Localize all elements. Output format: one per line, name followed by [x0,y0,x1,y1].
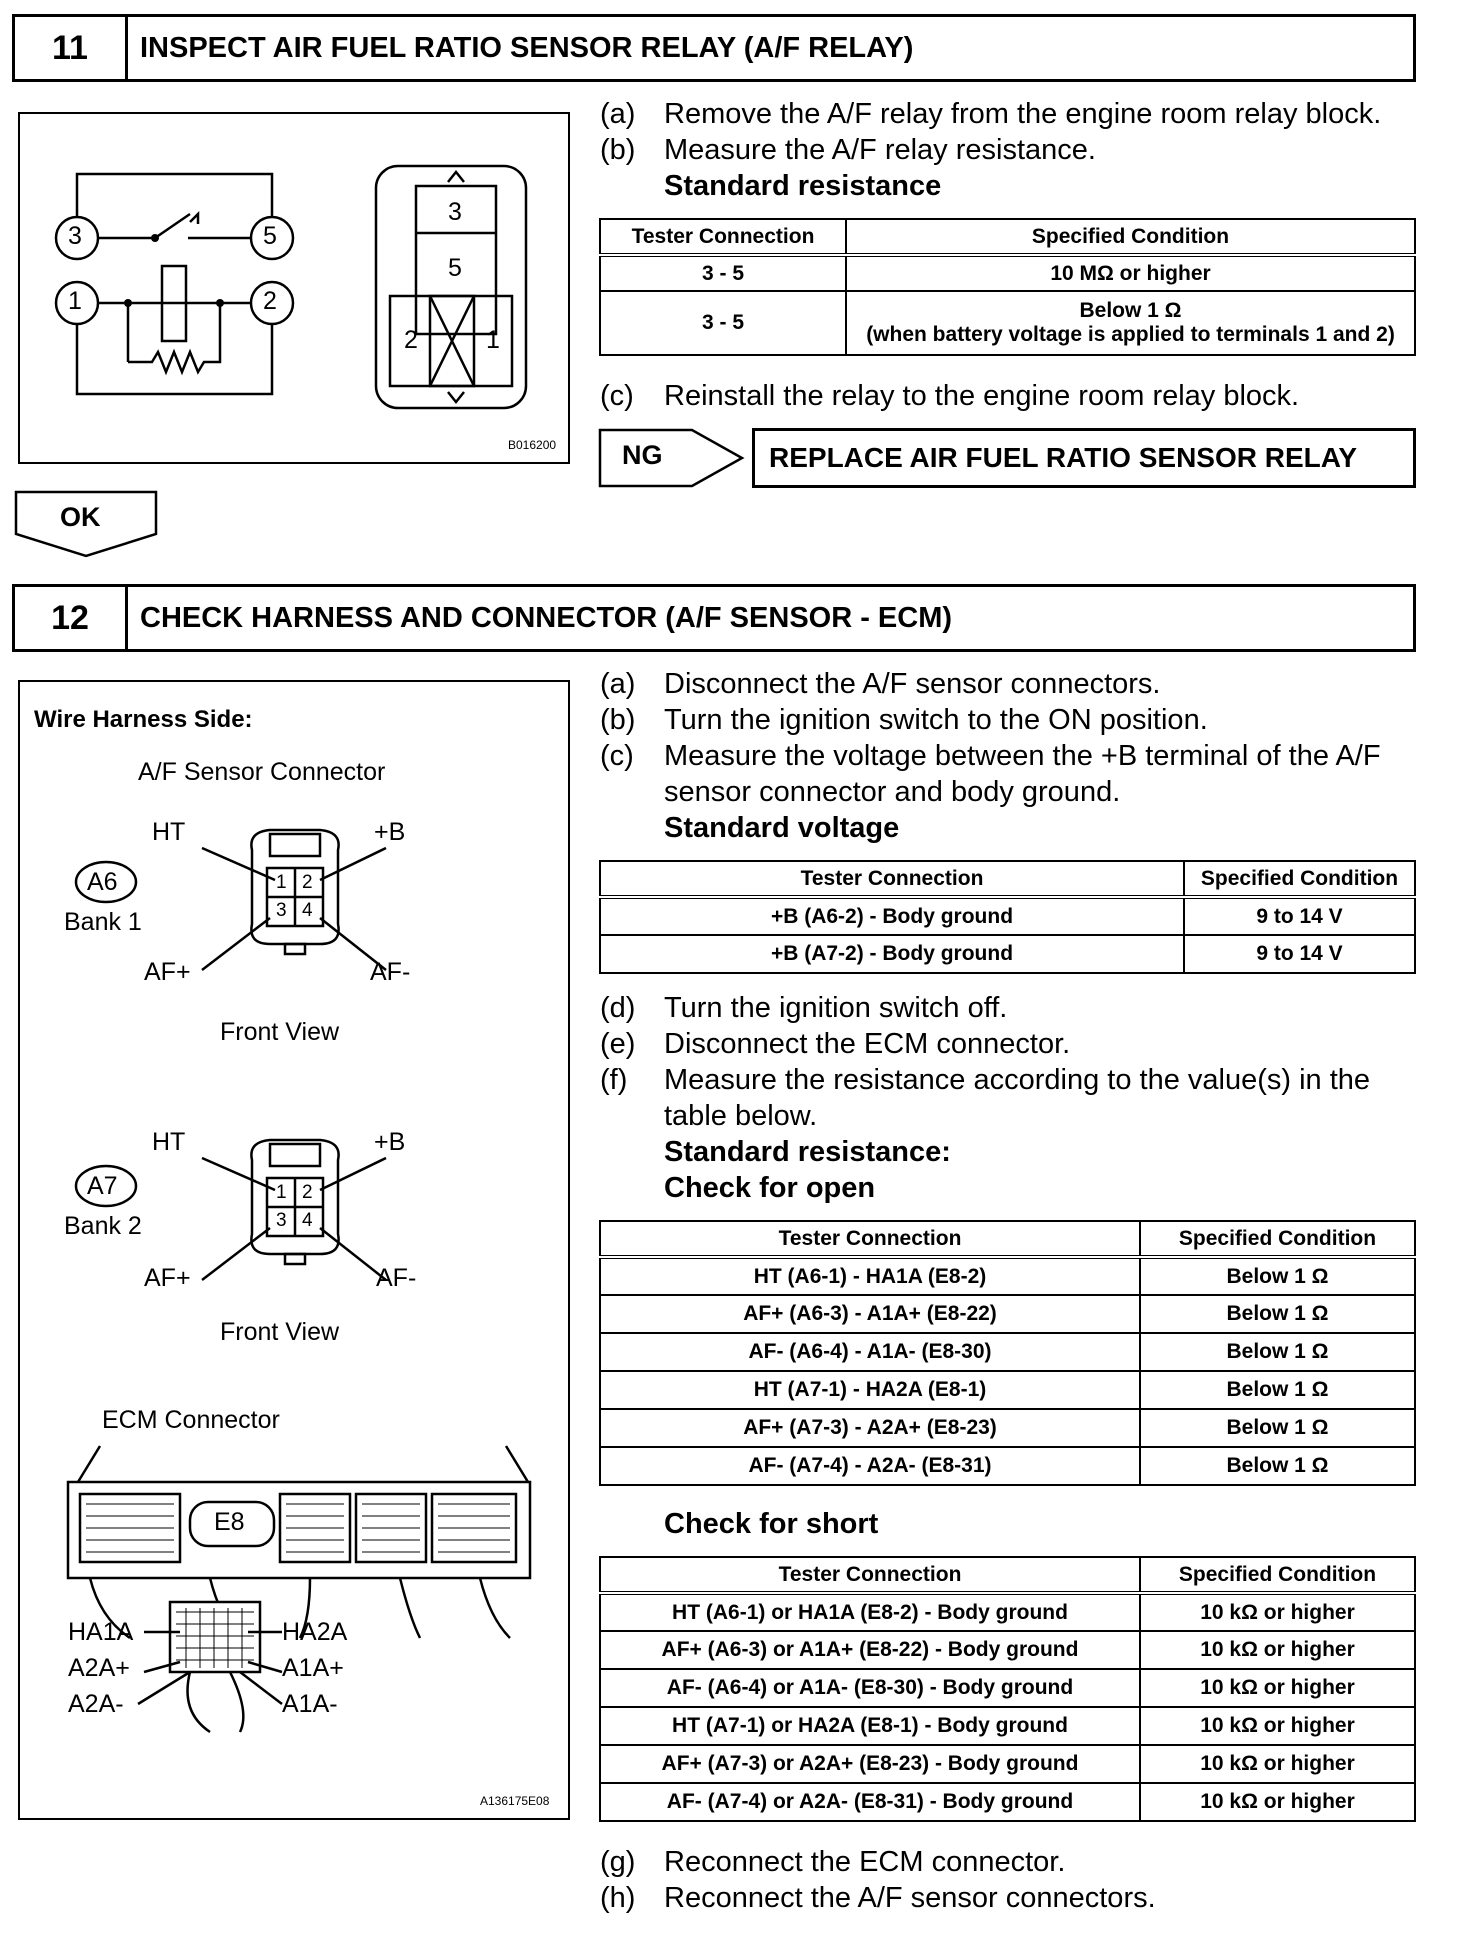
step-11-header [12,14,1416,82]
pin-2: 2 [302,1182,313,1203]
table-row: 3 - 5 Below 1 Ω (when battery voltage is applied to terminals 1 and 2) [600,291,1415,355]
figure-code: A136175E08 [480,1794,550,1808]
table-row: HT (A7-1) or HA2A (E8-1) - Body ground 10 kΩ or higher [600,1707,1415,1745]
pin-1: 1 [276,1182,287,1203]
front-view-label: Front View [220,1018,340,1046]
instruction-a: (a) Remove the A/F relay from the engine room relay block. [600,98,1382,130]
instruction-f: (f) Measure the resistance according to the value(s) in the table below. [600,1064,1371,1132]
instruction-b: (b) Measure the A/F relay resistance. [600,134,1096,166]
a7-badge: A7 [87,1172,118,1200]
a1a-plus-label: A1A+ [282,1654,344,1682]
table-row: +B (A6-2) - Body ground 9 to 14 V [600,897,1415,935]
af-minus-label: AF- [376,1264,417,1292]
relay-pin-3: 3 [448,198,462,226]
ht-label: HT [152,1128,186,1156]
table-row: AF+ (A6-3) or A1A+ (E8-22) - Body ground 10 kΩ or higher [600,1631,1415,1669]
table-row: HT (A6-1) - HA1A (E8-2) Below 1 Ω [600,1257,1415,1295]
step-12-instructions-2 [600,990,1420,1206]
a2a-minus-label: A2A- [68,1690,124,1718]
check-short-heading: Check for short [664,1508,879,1540]
figure-code: B016200 [508,438,557,452]
step-title: CHECK HARNESS AND CONNECTOR (A/F SENSOR - ECM) [140,601,953,634]
plus-b-label: +B [374,1128,406,1156]
a2a-plus-label: A2A+ [68,1654,130,1682]
table-header: Tester Connection [600,861,1184,897]
ecm-connector-label: ECM Connector [102,1406,280,1434]
table-row: 3 - 5 10 MΩ or higher [600,255,1415,291]
af-minus-label: AF- [370,958,411,986]
instruction-h: (h) Reconnect the A/F sensor connectors. [600,1882,1156,1914]
ok-label: OK [60,502,101,532]
step-12-instructions-3 [600,1844,1420,1916]
plus-b-label: +B [374,818,406,846]
step-number: 12 [15,587,128,649]
pin-2: 2 [302,872,313,893]
table-header: Tester Connection [600,1557,1140,1593]
ht-label: HT [152,818,186,846]
a1a-minus-label: A1A- [282,1690,338,1718]
pin-4: 4 [302,1210,313,1231]
af-sensor-connector-label: A/F Sensor Connector [138,758,386,786]
check-open-heading: Check for open [664,1172,876,1204]
table-header: Specified Condition [1184,861,1415,897]
af-plus-label: AF+ [144,1264,191,1292]
instruction-c: (c) Reinstall the relay to the engine room relay block. [600,380,1300,412]
standard-resistance-heading: Standard resistance: [664,1136,951,1168]
standard-resistance-heading: Standard resistance [664,170,942,202]
wire-harness-side-label: Wire Harness Side: [34,706,253,733]
relay-resistance-table [599,218,1416,356]
table-row: HT (A7-1) - HA2A (E8-1) Below 1 Ω [600,1371,1415,1409]
a6-badge: A6 [87,868,118,896]
bank2-label: Bank 2 [64,1212,142,1240]
standard-voltage-heading: Standard voltage [664,812,900,844]
table-row: +B (A7-2) - Body ground 9 to 14 V [600,935,1415,973]
table-header: Specified Condition [1140,1221,1415,1257]
table-header: Tester Connection [600,1221,1140,1257]
step-number: 11 [15,17,128,79]
table-row: AF+ (A7-3) or A2A+ (E8-23) - Body ground 10 kΩ or higher [600,1745,1415,1783]
voltage-table [599,860,1416,974]
front-view-label: Front View [220,1318,340,1346]
instruction-d: (d) Turn the ignition switch off. [600,992,1008,1024]
table-header: Tester Connection [600,219,846,255]
relay-pin-1: 1 [486,326,500,354]
pin-5-label: 5 [263,222,277,250]
step-12-header [12,584,1416,652]
harness-figure [18,680,570,1820]
step-11-instructions [600,96,1420,204]
instruction-e: (e) Disconnect the ECM connector. [600,1028,1071,1060]
pin-4: 4 [302,900,313,921]
table-header: Specified Condition [846,219,1415,255]
table-row: AF- (A7-4) - A2A- (E8-31) Below 1 Ω [600,1447,1415,1485]
pin-2-label: 2 [263,287,277,315]
instruction-b: (b) Turn the ignition switch to the ON position. [600,704,1208,736]
open-check-table [599,1220,1416,1486]
e8-badge: E8 [214,1508,245,1536]
short-check-table [599,1556,1416,1822]
relay-schematic [20,114,568,462]
table-row: HT (A6-1) or HA1A (E8-2) - Body ground 10 kΩ or higher [600,1593,1415,1631]
table-row: AF+ (A7-3) - A2A+ (E8-23) Below 1 Ω [600,1409,1415,1447]
table-row: AF+ (A6-3) - A1A+ (E8-22) Below 1 Ω [600,1295,1415,1333]
pin-3: 3 [276,900,287,921]
connector-drawings [20,682,568,1818]
instruction-a: (a) Disconnect the A/F sensor connectors. [600,668,1161,700]
ng-action-box: REPLACE AIR FUEL RATIO SENSOR RELAY [752,428,1416,488]
check-short-heading-wrap [600,1506,878,1542]
relay-figure [18,112,570,464]
table-row: AF- (A6-4) or A1A- (E8-30) - Body ground 10 kΩ or higher [600,1669,1415,1707]
ng-arrow [598,428,748,488]
instruction-c: (c) Measure the voltage between the +B terminal of the A/F sensor connector and body ground. [600,740,1381,808]
bank1-label: Bank 1 [64,908,142,936]
ng-label: NG [622,440,663,470]
table-row: AF- (A7-4) or A2A- (E8-31) - Body ground 10 kΩ or higher [600,1783,1415,1821]
table-header: Specified Condition [1140,1557,1415,1593]
relay-pin-5: 5 [448,254,462,282]
ha2a-label: HA2A [282,1618,348,1646]
pin-1: 1 [276,872,287,893]
ha1a-label: HA1A [68,1618,134,1646]
pin-3-label: 3 [68,222,82,250]
pin-1-label: 1 [68,287,82,315]
relay-pin-2: 2 [404,326,418,354]
table-row: AF- (A6-4) - A1A- (E8-30) Below 1 Ω [600,1333,1415,1371]
step-12-instructions-1 [600,666,1420,846]
instruction-g: (g) Reconnect the ECM connector. [600,1846,1066,1878]
step-title: INSPECT AIR FUEL RATIO SENSOR RELAY (A/F RELAY) [140,31,914,64]
af-plus-label: AF+ [144,958,191,986]
pin-3: 3 [276,1210,287,1231]
